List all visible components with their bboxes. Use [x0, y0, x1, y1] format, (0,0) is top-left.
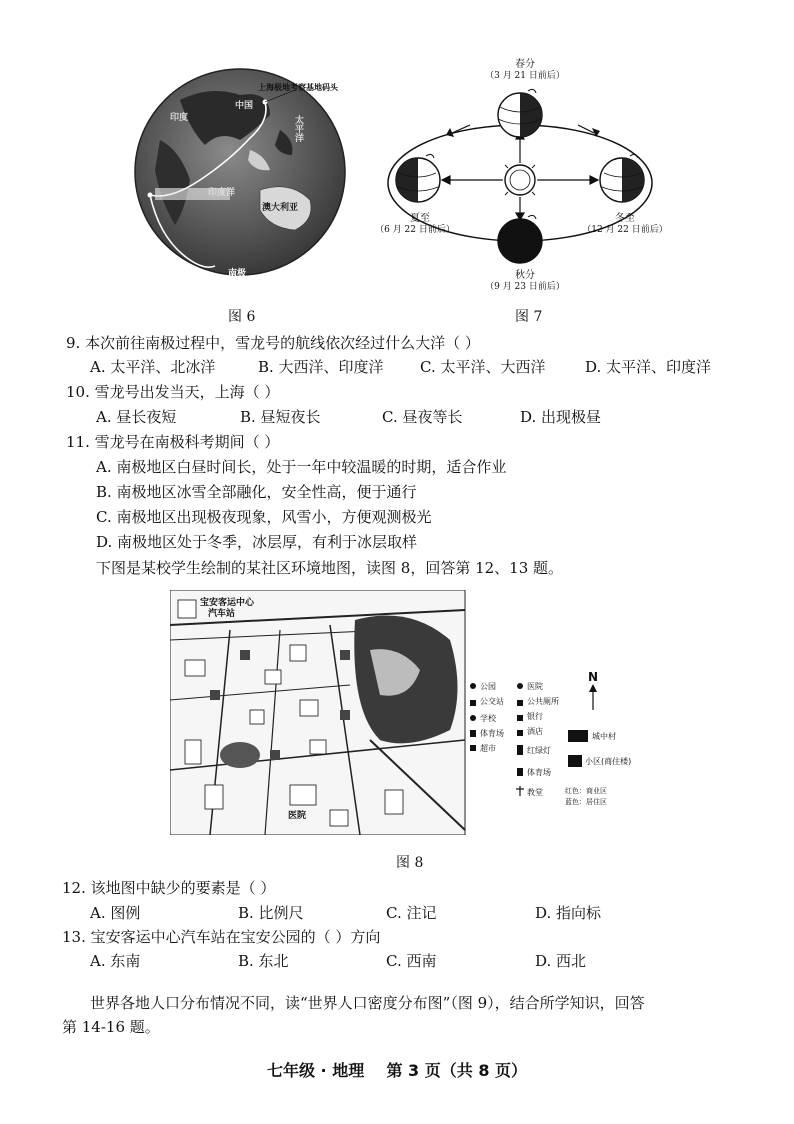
- label-indian-ocean: 印度洋: [208, 188, 236, 198]
- question-12-option-b[interactable]: B. 比例尺: [238, 904, 304, 922]
- question-10-stem: 10. 雪龙号出发当天，上海（ ）: [66, 383, 280, 401]
- legend-residential: 小区(商住楼): [585, 757, 632, 766]
- legend-supermarket: 超市: [480, 744, 496, 753]
- label-summer-solstice-date: （6 月 22 日前后）: [375, 225, 455, 235]
- legend-school: 学校: [480, 714, 496, 723]
- figure-9-intro-line-2: 第 14-16 题。: [62, 1018, 160, 1036]
- label-autumn-equinox-date: （9 月 23 日前后）: [485, 282, 565, 292]
- label-winter-solstice-date: （12 月 22 日前后）: [582, 225, 668, 235]
- question-12-option-a[interactable]: A. 图例: [90, 904, 141, 922]
- label-summer-solstice: 夏至: [410, 213, 430, 224]
- figure-8-intro: 下图是某校学生绘制的某社区环境地图，读图 8，回答第 12、13 题。: [96, 559, 564, 577]
- legend-bus-stop: 公交站: [480, 697, 504, 706]
- north-label: N: [588, 670, 599, 684]
- question-9-option-b[interactable]: B. 大西洋、印度洋: [258, 358, 384, 376]
- legend-urban-village: 城中村: [592, 732, 616, 741]
- label-antarctica: 南极: [228, 269, 247, 279]
- legend-park: 公园: [480, 682, 496, 691]
- question-10-option-a[interactable]: A. 昼长夜短: [96, 408, 177, 426]
- legend-bank: 银行: [527, 712, 543, 721]
- label-australia: 澳大利亚: [262, 203, 299, 213]
- legend-traffic-light: 红绿灯: [527, 746, 551, 755]
- legend-sports: 体育场: [480, 729, 504, 738]
- legend-toilet: 公共厕所: [527, 697, 559, 706]
- label-autumn-equinox: 秋分: [515, 270, 535, 281]
- bus-station-label-2: 汽车站: [208, 609, 236, 619]
- question-11-option-c[interactable]: C. 南极地区出现极夜现象，风雪小，方便观测极光: [96, 508, 432, 526]
- label-spring-equinox: 春分: [515, 59, 535, 70]
- question-11-option-a[interactable]: A. 南极地区白昼时间长，处于一年中较温暖的时期，适合作业: [96, 458, 507, 476]
- question-10-option-d[interactable]: D. 出现极昼: [520, 408, 602, 426]
- question-9-option-c[interactable]: C. 太平洋、大西洋: [420, 358, 546, 376]
- figure-6-caption: 图 6: [228, 309, 256, 325]
- question-9-stem: 9. 本次前往南极过程中，雪龙号的航线依次经过什么大洋（ ）: [66, 334, 480, 352]
- question-13-option-a[interactable]: A. 东南: [90, 952, 141, 970]
- label-spring-equinox-date: （3 月 21 日前后）: [485, 71, 565, 81]
- hospital-map-label: 医院: [288, 811, 307, 821]
- question-13-option-c[interactable]: C. 西南: [386, 952, 437, 970]
- label-pacific: 太平洋: [293, 115, 303, 142]
- question-10-option-b[interactable]: B. 昼短夜长: [240, 408, 321, 426]
- figure-9-intro-line-1: 世界各地人口分布情况不同，读“世界人口密度分布图”（图 9），结合所学知识，回答: [90, 994, 645, 1012]
- figure-6: [120, 60, 360, 285]
- question-13-stem: 13. 宝安客运中心汽车站在宝安公园的（ ）方向: [62, 928, 381, 946]
- question-13-option-d[interactable]: D. 西北: [535, 952, 587, 970]
- bus-station-label-1: 宝安客运中心: [200, 598, 255, 608]
- question-12-option-c[interactable]: C. 注记: [386, 904, 437, 922]
- question-12-stem: 12. 该地图中缺少的要素是（ ）: [62, 879, 276, 897]
- question-12-option-d[interactable]: D. 指向标: [535, 904, 602, 922]
- question-10-option-c[interactable]: C. 昼夜等长: [382, 408, 463, 426]
- figure-7: [370, 55, 680, 295]
- question-11-option-d[interactable]: D. 南极地区处于冬季，冰层厚，有利于冰层取样: [96, 533, 418, 551]
- figure-8: [170, 590, 640, 835]
- figure-8-caption: 图 8: [396, 855, 424, 871]
- question-13-option-b[interactable]: B. 东北: [238, 952, 289, 970]
- question-11-option-b[interactable]: B. 南极地区冰雪全部融化，安全性高，便于通行: [96, 483, 417, 501]
- route-start-label: 上海极地考察基地码头: [258, 83, 338, 92]
- legend-church: 教堂: [527, 788, 543, 797]
- page-footer: 七年级 · 地理 第 3 页（共 8 页）: [266, 1061, 528, 1080]
- question-9-option-d[interactable]: D. 太平洋、印度洋: [585, 358, 712, 376]
- revolution-diagram: [370, 55, 680, 295]
- legend-hospital: 医院: [527, 682, 543, 691]
- label-winter-solstice: 冬至: [615, 213, 635, 224]
- globe-map: [120, 60, 360, 285]
- legend-stadium: 体育场: [527, 768, 551, 777]
- figure-7-caption: 图 7: [515, 309, 543, 325]
- label-india: 印度: [170, 113, 189, 123]
- question-9-option-a[interactable]: A. 太平洋、北冰洋: [90, 358, 216, 376]
- legend-blue-residential: 蓝色：居住区: [565, 798, 607, 806]
- question-11-stem: 11. 雪龙号在南极科考期间（ ）: [66, 433, 280, 451]
- label-china: 中国: [235, 101, 254, 111]
- legend-hotel: 酒店: [527, 727, 543, 736]
- legend-red-commercial: 红色：商业区: [565, 787, 607, 795]
